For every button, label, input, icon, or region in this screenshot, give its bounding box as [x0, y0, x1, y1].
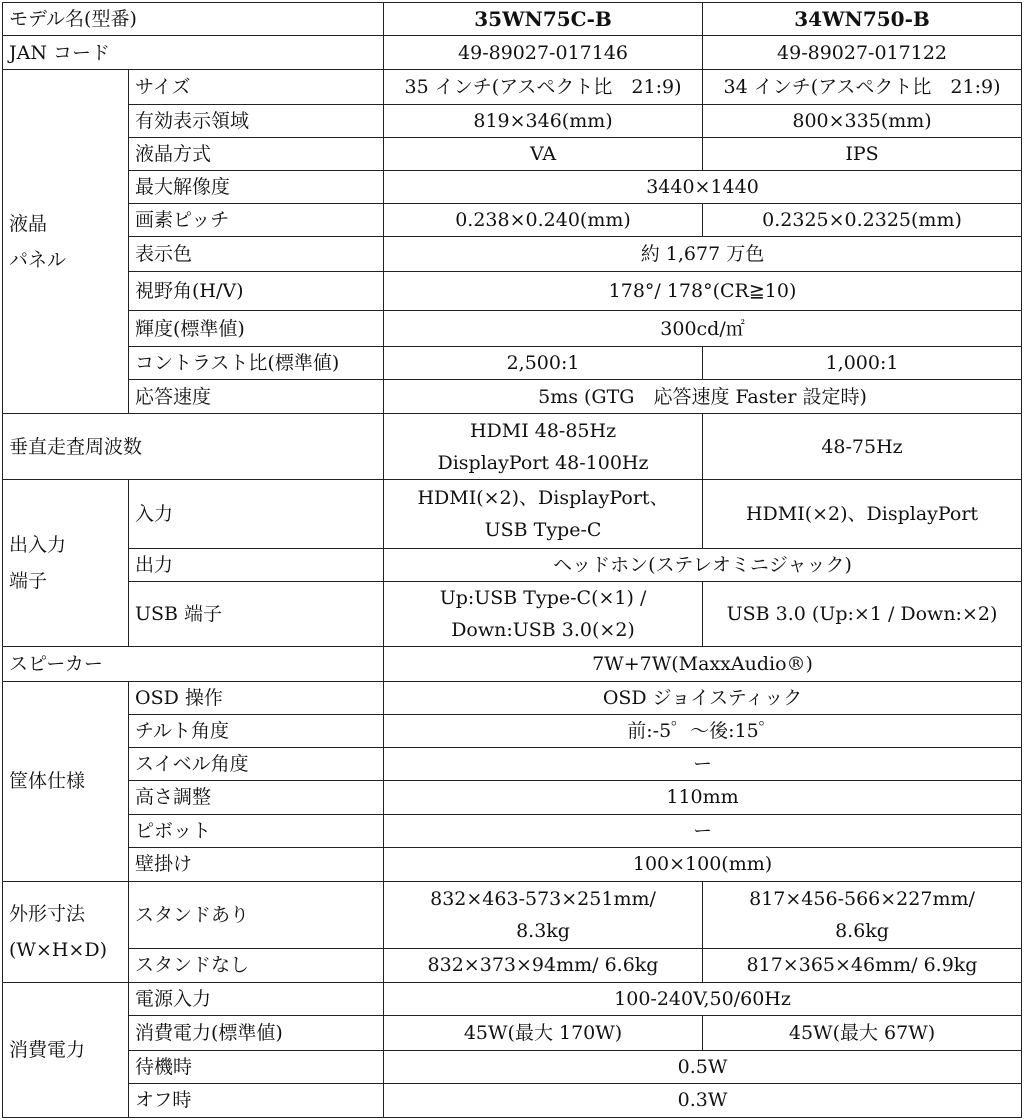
resolution-row [3, 171, 1022, 204]
size-label: サイズ [129, 70, 384, 105]
pitch-b: 0.2325×0.2325(mm) [703, 204, 1022, 237]
io-input-a [384, 480, 703, 549]
power-typical-a: 45W(最大 170W) [384, 1015, 703, 1050]
usb-label: USB 端子 [129, 582, 384, 647]
viewing-angle-row [3, 272, 1022, 311]
model-a-header: 35WN75C-B [384, 3, 703, 36]
off-value: 0.3W [384, 1083, 1022, 1117]
without-stand-b: 817×365×46mm/ 6.9kg [703, 948, 1022, 982]
io-output-row [3, 549, 1022, 582]
io-output-value: ヘッドホン(ステレオミニジャック) [384, 549, 1022, 582]
tilt-value: 前:-5゜～後:15゜ [384, 715, 1022, 748]
model-b-header: 34WN750-B [703, 3, 1022, 36]
header-row [3, 3, 1022, 36]
with-stand-row [3, 881, 1022, 948]
size-a: 35 インチ(アスペクト比 21:9) [384, 70, 703, 105]
osd-row [3, 682, 1022, 715]
usb-a [384, 582, 703, 647]
dimensions-category [3, 881, 129, 982]
panel-type-label: 液晶方式 [129, 138, 384, 171]
dimensions-category-line2: (W×H×D) [9, 938, 107, 961]
io-category [3, 480, 129, 647]
swivel-label: スイベル角度 [129, 748, 384, 781]
tilt-row [3, 715, 1022, 748]
jan-label: JAN コード [3, 36, 384, 70]
refresh-a-line2: DisplayPort 48-100Hz [437, 451, 649, 474]
io-category-line2: 端子 [9, 570, 48, 593]
off-label: オフ時 [129, 1083, 384, 1117]
power-typical-label: 消費電力(標準値) [129, 1015, 384, 1050]
brightness-label: 輝度(標準値) [129, 311, 384, 347]
size-b: 34 インチ(アスペクト比 21:9) [703, 70, 1022, 105]
with-stand-a [384, 881, 703, 948]
wall-mount-label: 壁掛け [129, 847, 384, 881]
panel-size-row [3, 70, 1022, 105]
panel-category-line1: 液晶 [9, 212, 48, 235]
resolution-value: 3440×1440 [384, 171, 1022, 204]
contrast-b: 1,000:1 [703, 347, 1022, 380]
speaker-label: スピーカー [3, 647, 384, 682]
viewing-angle-value: 178°/ 178°(CR≧10) [384, 272, 1022, 311]
refresh-label: 垂直走査周波数 [3, 414, 384, 480]
refresh-a-line1: HDMI 48-85Hz [469, 419, 617, 442]
usb-b: USB 3.0 (Up:×1 / Down:×2) [703, 582, 1022, 647]
colors-row [3, 237, 1022, 272]
contrast-row [3, 347, 1022, 380]
tilt-label: チルト角度 [129, 715, 384, 748]
usb-a-line2: Down:USB 3.0(×2) [451, 619, 635, 642]
swivel-value: ー [384, 748, 1022, 781]
osd-label: OSD 操作 [129, 682, 384, 715]
io-input-label: 入力 [129, 480, 384, 549]
pivot-row [3, 814, 1022, 847]
without-stand-row [3, 948, 1022, 982]
response-value: 5ms (GTG 応答速度 Faster 設定時) [384, 380, 1022, 414]
colors-value: 約 1,677 万色 [384, 237, 1022, 272]
wall-mount-row [3, 847, 1022, 881]
with-stand-b-line2: 8.6kg [835, 919, 889, 942]
area-row [3, 105, 1022, 138]
io-input-b: HDMI(×2)、DisplayPort [703, 480, 1022, 549]
refresh-row [3, 414, 1022, 480]
response-row [3, 380, 1022, 414]
usb-row [3, 582, 1022, 647]
pivot-value: ー [384, 814, 1022, 847]
jan-a: 49-89027-017146 [384, 36, 703, 70]
pitch-a: 0.238×0.240(mm) [384, 204, 703, 237]
panel-type-a: VA [384, 138, 703, 171]
contrast-label: コントラスト比(標準値) [129, 347, 384, 380]
spec-table [2, 2, 1022, 1118]
standby-row [3, 1050, 1022, 1083]
standby-value: 0.5W [384, 1050, 1022, 1083]
without-stand-label: スタンドなし [129, 948, 384, 982]
power-input-row [3, 982, 1022, 1015]
pivot-label: ピボット [129, 814, 384, 847]
area-label: 有効表示領域 [129, 105, 384, 138]
resolution-label: 最大解像度 [129, 171, 384, 204]
usb-a-line1: Up:USB Type-C(×1) / [439, 587, 647, 610]
brightness-row [3, 311, 1022, 347]
power-typical-row [3, 1015, 1022, 1050]
power-input-value: 100-240V,50/60Hz [384, 982, 1022, 1015]
with-stand-b-line1: 817×456-566×227mm/ [749, 887, 975, 910]
io-output-label: 出力 [129, 549, 384, 582]
dimensions-category-line1: 外形寸法 [9, 902, 86, 925]
osd-value: OSD ジョイスティック [384, 682, 1022, 715]
io-input-row [3, 480, 1022, 549]
standby-label: 待機時 [129, 1050, 384, 1083]
refresh-a [384, 414, 703, 480]
height-adjust-value: 110mm [384, 781, 1022, 814]
viewing-angle-label: 視野角(H/V) [129, 272, 384, 311]
contrast-a: 2,500:1 [384, 347, 703, 380]
response-label: 応答速度 [129, 380, 384, 414]
pitch-row [3, 204, 1022, 237]
without-stand-a: 832×373×94mm/ 6.6kg [384, 948, 703, 982]
with-stand-a-line1: 832×463-573×251mm/ [430, 887, 656, 910]
swivel-row [3, 748, 1022, 781]
io-category-line1: 出入力 [9, 534, 67, 557]
with-stand-a-line2: 8.3kg [516, 919, 570, 942]
colors-label: 表示色 [129, 237, 384, 272]
power-typical-b: 45W(最大 67W) [703, 1015, 1022, 1050]
area-a: 819×346(mm) [384, 105, 703, 138]
panel-type-row [3, 138, 1022, 171]
panel-type-b: IPS [703, 138, 1022, 171]
speaker-row [3, 647, 1022, 682]
chassis-category: 筐体仕様 [3, 682, 129, 881]
height-adjust-row [3, 781, 1022, 814]
io-input-a-line2: USB Type-C [484, 519, 602, 542]
pitch-label: 画素ピッチ [129, 204, 384, 237]
height-adjust-label: 高さ調整 [129, 781, 384, 814]
off-row [3, 1083, 1022, 1117]
area-b: 800×335(mm) [703, 105, 1022, 138]
refresh-b: 48-75Hz [703, 414, 1022, 480]
jan-row [3, 36, 1022, 70]
power-category: 消費電力 [3, 982, 129, 1117]
model-name-label: モデル名(型番) [3, 3, 384, 36]
with-stand-label: スタンドあり [129, 881, 384, 948]
panel-category [3, 70, 129, 414]
jan-b: 49-89027-017122 [703, 36, 1022, 70]
with-stand-b [703, 881, 1022, 948]
wall-mount-value: 100×100(mm) [384, 847, 1022, 881]
io-input-a-line1: HDMI(×2)、DisplayPort、 [417, 487, 669, 510]
panel-category-line2: パネル [9, 248, 67, 271]
power-input-label: 電源入力 [129, 982, 384, 1015]
speaker-value: 7W+7W(MaxxAudio®) [384, 647, 1022, 682]
brightness-value: 300cd/㎡ [384, 311, 1022, 347]
